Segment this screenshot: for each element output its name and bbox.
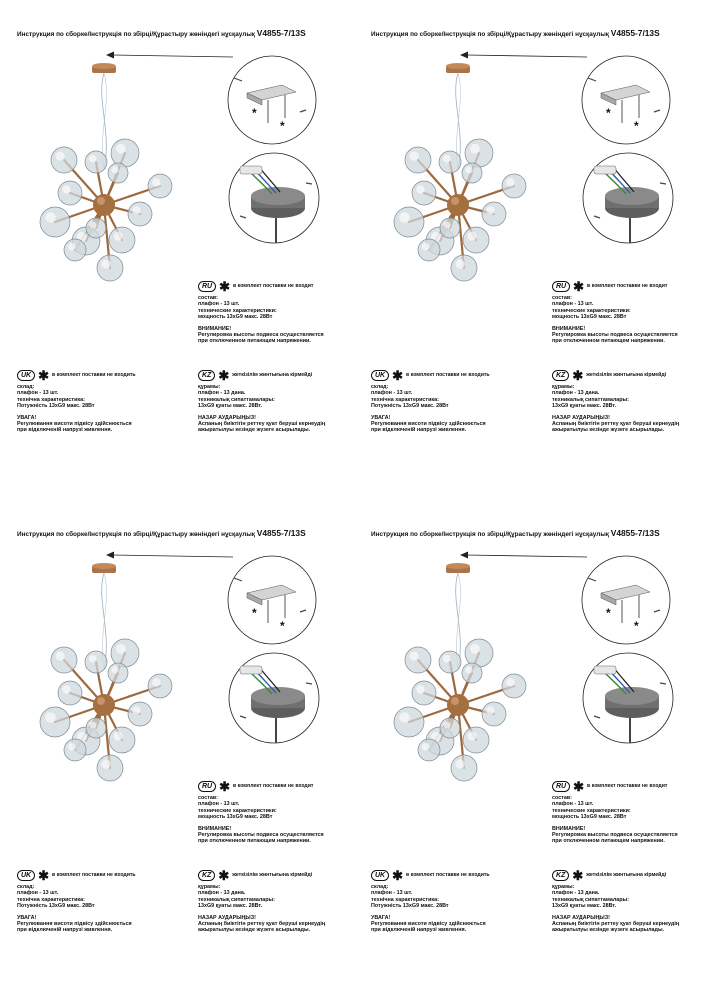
shade-highlight [443,655,451,663]
asterisk-icon: ✱ [218,868,230,883]
document-title: Инструкция по сборке/Інструкція по збірці/Құрастыру жөніндегі нұсқаулық V4855-7/13S [17,28,306,38]
shade-highlight [416,685,424,693]
arrow-icon [460,552,587,559]
glass-shade [111,139,139,167]
mounting-bracket-icon [582,56,670,144]
shade-highlight [152,178,160,186]
model-code: V4855-7/13S [256,28,306,38]
shade-highlight [114,232,123,241]
shade-highlight [102,260,111,269]
instruction-sheet [354,500,707,1000]
svg-text:*: * [606,606,611,620]
document-title: Инструкция по сборке/Інструкція по збірці/Құрастыру жөніндегі нұсқаулық V4855-7/13S [371,28,660,38]
glass-shade [502,674,526,698]
ru-badge: RU [552,281,570,292]
glass-shade [440,718,460,738]
shade-highlight [466,167,473,174]
shade-highlight [132,706,140,714]
asterisk-icon: ✱ [573,279,585,294]
mounting-bracket-icon [228,556,316,644]
document-title: Инструкция по сборке/Інструкція по збірці/Құрастыру жөніндегі нұсқаулық V4855-7/13S [371,528,660,538]
glass-shade [86,718,106,738]
glass-shade [482,702,506,726]
asterisk-icon: ✱ [219,279,231,294]
shade-highlight [443,155,451,163]
arrow-icon [106,552,233,559]
asterisk-icon: ✱ [218,368,230,383]
asterisk-icon: ✱ [38,868,50,883]
shade-highlight [62,185,70,193]
glass-shade [108,163,128,183]
glass-shade [97,255,123,281]
chandelier-illustration [394,563,526,781]
shade-highlight [466,667,473,674]
glass-shade [462,663,482,683]
ru-section: RU ✱ в комплект поставки не входит состав: плафон - 13 шт. технические характеристики: мощность 13xG9 макс. 28Вт ВНИМАНИЕ! Регулировка высоты подвеса осуществляется при отключенном питающем напряжении. [198,279,324,345]
uk-section: UK ✱ в комплект поставки не входить склад: плафон - 13 шт. технічна характеристика: Потужність 13xG9 макс. 28Вт УВАГА! Регулювання висоти підвісу здійснюється при відключеній напрузі живлення. [371,868,490,934]
uk-badge: UK [17,870,35,881]
glass-shade [451,255,477,281]
shade-highlight [399,712,410,723]
uk-section: UK ✱ в комплект поставки не входить склад: плафон - 13 шт. технічна характеристика: Потужність 13xG9 макс. 28Вт УВАГА! Регулювання висоти підвісу здійснюється при відключеній напрузі живлення. [17,868,136,934]
glass-shade [148,174,172,198]
glass-shade [40,707,70,737]
shade-highlight [456,260,465,269]
glass-shade [51,647,77,673]
glass-shade [64,739,86,761]
svg-text:*: * [634,119,639,133]
glass-shade [109,727,135,753]
glass-shade [462,163,482,183]
shade-highlight [506,678,514,686]
glass-shade [463,227,489,253]
glass-shade [405,147,431,173]
glass-shade [465,639,493,667]
shade-highlight [68,743,76,751]
glass-shade [412,181,436,205]
svg-text:*: * [606,106,611,120]
glass-shade [128,202,152,226]
glass-shade [465,139,493,167]
chandelier-illustration [40,63,172,281]
mounting-bracket-icon [582,556,670,644]
ceiling-canopy-icon [583,653,673,743]
asterisk-icon: ✱ [392,368,404,383]
shade-highlight [112,667,119,674]
glass-shade [439,151,461,173]
mounting-bracket-icon [228,56,316,144]
arrow-icon [460,52,587,59]
glass-shade [85,151,107,173]
kz-badge: KZ [198,370,215,381]
ru-section: RU ✱ в комплект поставки не входит состав: плафон - 13 шт. технические характеристики: мощность 13xG9 макс. 28Вт ВНИМАНИЕ! Регулировка высоты подвеса осуществляется при отключенном питающем напряжении. [198,779,324,845]
glass-shade [439,651,461,673]
kz-section: KZ ✱ жеткізілім жинтығына кірмейді құрамы: плафон - 13 дана. техникалық сипаттамалары: 13xG9 қуаты макс. 28Вт. НАЗАР АУДАРЫҢЫЗ! Аспаның биіктігін реттеу қуат беруші кернеудің ажыратылуы кезінде жүзеге асырылады. [198,868,326,934]
shade-highlight [444,722,451,729]
uk-section: UK ✱ в комплект поставки не входить склад: плафон - 13 шт. технічна характеристика: Потужність 13xG9 макс. 28Вт УВАГА! Регулювання висоти підвісу здійснюється при відключеній напрузі живлення. [17,368,136,434]
glass-shade [97,755,123,781]
shade-highlight [410,152,419,161]
glass-shade [109,227,135,253]
svg-text:*: * [280,119,285,133]
shade-highlight [470,644,480,654]
chandelier-illustration [40,563,172,781]
model-code: V4855-7/13S [610,528,660,538]
ceiling-canopy-icon [229,153,319,243]
asterisk-icon: ✱ [573,779,585,794]
shade-highlight [89,155,97,163]
chandelier-illustration [394,63,526,281]
shade-highlight [410,652,419,661]
glass-shade [58,681,82,705]
glass-shade [502,174,526,198]
uk-section: UK ✱ в комплект поставки не входить склад: плафон - 13 шт. технічна характеристика: Потужність 13xG9 макс. 28Вт УВАГА! Регулювання висоти підвісу здійснюється при відключеній напрузі живлення. [371,368,490,434]
shade-highlight [114,732,123,741]
glass-shade [108,663,128,683]
glass-shade [51,147,77,173]
ceiling-canopy-icon [229,653,319,743]
kz-badge: KZ [552,370,569,381]
ru-section: RU ✱ в комплект поставки не входит состав: плафон - 13 шт. технические характеристики: мощность 13xG9 макс. 28Вт ВНИМАНИЕ! Регулировка высоты подвеса осуществляется при отключенном питающем напряжении. [552,279,678,345]
shade-highlight [45,712,56,723]
asterisk-icon: ✱ [392,868,404,883]
kz-badge: KZ [552,870,569,881]
svg-text:*: * [280,619,285,633]
uk-badge: UK [371,870,389,881]
shade-highlight [112,167,119,174]
shade-highlight [468,232,477,241]
glass-shade [451,755,477,781]
uk-badge: UK [371,370,389,381]
shade-highlight [486,206,494,214]
shade-highlight [399,212,410,223]
uk-badge: UK [17,370,35,381]
arrow-icon [106,52,233,59]
asterisk-icon: ✱ [572,868,584,883]
instruction-sheet [0,500,353,1000]
glass-shade [405,647,431,673]
glass-shade [111,639,139,667]
ru-badge: RU [198,281,216,292]
glass-shade [86,218,106,238]
shade-highlight [470,144,480,154]
glass-shade [418,739,440,761]
shade-highlight [116,644,126,654]
kz-section: KZ ✱ жеткізілім жинтығына кірмейді құрамы: плафон - 13 дана. техникалық сипаттамалары: 13xG9 қуаты макс. 28Вт. НАЗАР АУДАРЫҢЫЗ! Аспаның биіктігін реттеу қуат беруші кернеудің ажыратылуы кезінде жүзеге асырылады. [198,368,326,434]
shade-highlight [422,243,430,251]
glass-shade [482,202,506,226]
asterisk-icon: ✱ [38,368,50,383]
glass-shade [440,218,460,238]
shade-highlight [422,743,430,751]
shade-highlight [152,678,160,686]
asterisk-icon: ✱ [572,368,584,383]
document-title: Инструкция по сборке/Інструкція по збірці/Құрастыру жөніндегі нұсқаулық V4855-7/13S [17,528,306,538]
kz-section: KZ ✱ жеткізілім жинтығына кірмейді құрамы: плафон - 13 дана. техникалық сипаттамалары: 13xG9 қуаты макс. 28Вт. НАЗАР АУДАРЫҢЫЗ! Аспаның биіктігін реттеу қуат беруші кернеудің ажыратылуы кезінде жүзеге асырылады. [552,868,680,934]
shade-highlight [456,760,465,769]
ru-section: RU ✱ в комплект поставки не входит состав: плафон - 13 шт. технические характеристики: мощность 13xG9 макс. 28Вт ВНИМАНИЕ! Регулировка высоты подвеса осуществляется при отключенном питающем напряжении. [552,779,678,845]
svg-text:*: * [252,106,257,120]
shade-highlight [506,178,514,186]
shade-highlight [56,152,65,161]
glass-shade [148,674,172,698]
instruction-sheet [0,0,353,500]
shade-highlight [45,212,56,223]
shade-highlight [89,655,97,663]
shade-highlight [116,144,126,154]
shade-highlight [486,706,494,714]
glass-shade [463,727,489,753]
svg-text:*: * [634,619,639,633]
shade-highlight [102,760,111,769]
glass-shade [40,207,70,237]
kz-section: KZ ✱ жеткізілім жинтығына кірмейді құрамы: плафон - 13 дана. техникалық сипаттамалары: 13xG9 қуаты макс. 28Вт. НАЗАР АУДАРЫҢЫЗ! Аспаның биіктігін реттеу қуат беруші кернеудің ажыратылуы кезінде жүзеге асырылады. [552,368,680,434]
instruction-sheet [354,0,707,500]
glass-shade [412,681,436,705]
shade-highlight [90,222,97,229]
kz-badge: KZ [198,870,215,881]
glass-shade [85,651,107,673]
model-code: V4855-7/13S [610,28,660,38]
glass-shade [58,181,82,205]
svg-text:*: * [252,606,257,620]
ru-badge: RU [198,781,216,792]
ceiling-canopy-icon [583,153,673,243]
model-code: V4855-7/13S [256,528,306,538]
shade-highlight [468,732,477,741]
shade-highlight [416,185,424,193]
ru-badge: RU [552,781,570,792]
glass-shade [394,707,424,737]
glass-shade [394,207,424,237]
shade-highlight [444,222,451,229]
glass-shade [128,702,152,726]
asterisk-icon: ✱ [219,779,231,794]
glass-shade [418,239,440,261]
glass-shade [64,239,86,261]
shade-highlight [68,243,76,251]
shade-highlight [62,685,70,693]
shade-highlight [56,652,65,661]
shade-highlight [90,722,97,729]
shade-highlight [132,206,140,214]
